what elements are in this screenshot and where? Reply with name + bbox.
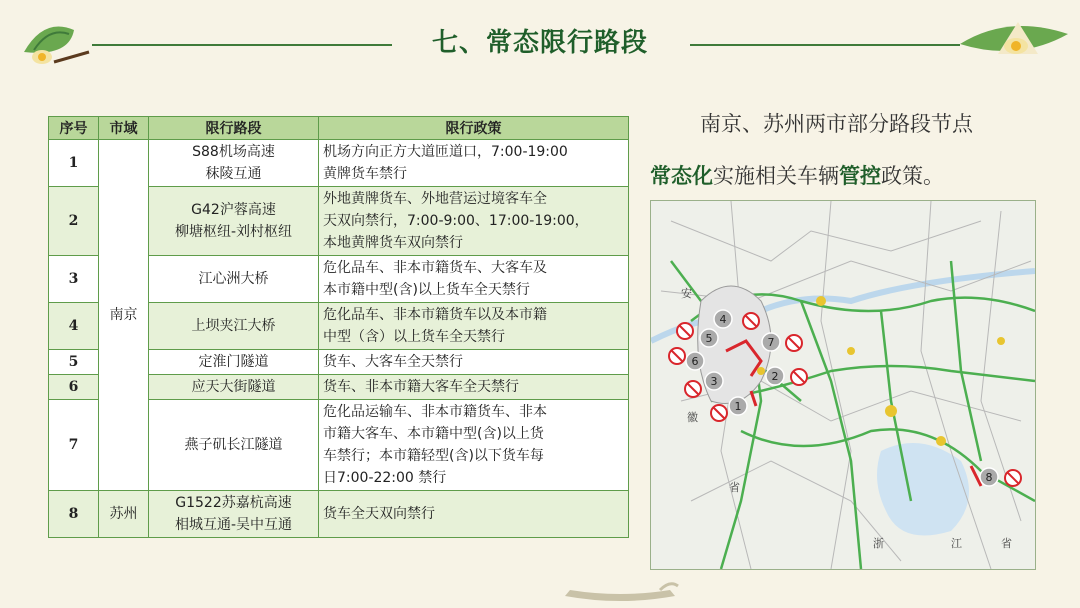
- map-marker-4: [714, 310, 732, 328]
- row-no: 6: [49, 375, 99, 400]
- svg-text:2: 2: [771, 370, 779, 383]
- row-road: 应天大街隧道: [149, 375, 319, 400]
- zongzi-decoration-left-icon: [14, 12, 94, 72]
- dragon-boat-decoration-icon: [560, 576, 680, 606]
- header-road: 限行路段: [149, 117, 319, 140]
- row-policy: 机场方向正方大道匝道口，7:00-19:00 黄牌货车禁行: [319, 140, 629, 187]
- svg-text:徽: 徽: [687, 411, 698, 424]
- map-marker-1: [729, 397, 747, 415]
- restriction-table: [48, 116, 629, 538]
- city-suzhou: 苏州: [99, 491, 149, 538]
- row-no: 8: [49, 491, 99, 538]
- row-policy: 危化品车、非本市籍货车以及本市籍 中型（含）以上货车全天禁行: [319, 303, 629, 350]
- page-title: 七、常态限行路段: [431, 28, 648, 58]
- table-row: [49, 491, 629, 538]
- row-road: G1522苏嘉杭高速 相城互通-吴中互通: [149, 491, 319, 538]
- header-no: 序号: [49, 117, 99, 140]
- row-road: G42沪蓉高速 柳塘枢纽-刘村枢纽: [149, 187, 319, 256]
- map-marker-2: [766, 367, 784, 385]
- no-truck-icon: [743, 313, 759, 329]
- row-no: 7: [49, 400, 99, 491]
- svg-text:江: 江: [951, 537, 962, 550]
- svg-text:6: 6: [691, 355, 699, 368]
- map-marker-3: [705, 372, 723, 390]
- row-policy: 货车全天双向禁行: [319, 491, 629, 538]
- row-road: 上坝夹江大桥: [149, 303, 319, 350]
- restriction-map: [650, 200, 1036, 570]
- no-truck-icon: [786, 335, 802, 351]
- description-line-1: 南京、苏州两市部分路段节点: [700, 112, 973, 136]
- svg-text:8: 8: [985, 471, 993, 484]
- no-truck-icon: [677, 323, 693, 339]
- row-policy: 危化品运输车、非本市籍货车、非本 市籍大客车、本市籍中型(含)以上货 车禁行；本市籍轻型(含)以下货车每 日7:00-22:00 禁行: [319, 400, 629, 491]
- table-row: [49, 140, 629, 187]
- no-truck-icon: [711, 405, 727, 421]
- svg-text:1: 1: [734, 400, 742, 413]
- taihu-lake: [877, 443, 969, 536]
- row-no: 1: [49, 140, 99, 187]
- row-no: 5: [49, 350, 99, 375]
- zongzi-decoration-right-icon: [958, 14, 1070, 62]
- header-city: 市域: [99, 117, 149, 140]
- no-truck-icon: [1005, 470, 1021, 486]
- map-marker-5: [700, 329, 718, 347]
- row-policy: 外地黄牌货车、外地营运过境客车全 天双向禁行，7:00-9:00、17:00-19:00， 本地黄牌货车双向禁行: [319, 187, 629, 256]
- svg-text:5: 5: [705, 332, 713, 345]
- row-road: 定淮门隧道: [149, 350, 319, 375]
- city-nanjing: 南京: [99, 140, 149, 491]
- no-truck-icon: [685, 381, 701, 397]
- row-policy: 货车、大客车全天禁行: [319, 350, 629, 375]
- row-policy: 危化品车、非本市籍货车、大客车及 本市籍中型(含)以上货车全天禁行: [319, 256, 629, 303]
- svg-text:7: 7: [767, 336, 775, 349]
- row-road: 燕子矶长江隧道: [149, 400, 319, 491]
- svg-text:浙: 浙: [873, 537, 884, 550]
- description-line-2: 常态化实施相关车辆管控政策。: [650, 164, 944, 188]
- row-road: S88机场高速 秣陵互通: [149, 140, 319, 187]
- map-marker-6: [686, 352, 704, 370]
- row-no: 4: [49, 303, 99, 350]
- svg-text:省: 省: [729, 481, 740, 494]
- no-truck-icon: [669, 348, 685, 364]
- title-divider-left: [92, 44, 392, 46]
- map-marker-8: [980, 468, 998, 486]
- title-divider-right: [690, 44, 960, 46]
- header-policy: 限行政策: [319, 117, 629, 140]
- svg-text:安: 安: [681, 287, 692, 300]
- svg-text:3: 3: [710, 375, 718, 388]
- row-no: 2: [49, 187, 99, 256]
- svg-text:4: 4: [719, 313, 727, 326]
- row-policy: 货车、非本市籍大客车全天禁行: [319, 375, 629, 400]
- map-graphic: [651, 201, 1035, 569]
- no-truck-icon: [791, 369, 807, 385]
- map-marker-7: [762, 333, 780, 351]
- row-road: 江心洲大桥: [149, 256, 319, 303]
- table-header-row: [49, 117, 629, 140]
- row-no: 3: [49, 256, 99, 303]
- svg-text:省: 省: [1001, 537, 1012, 550]
